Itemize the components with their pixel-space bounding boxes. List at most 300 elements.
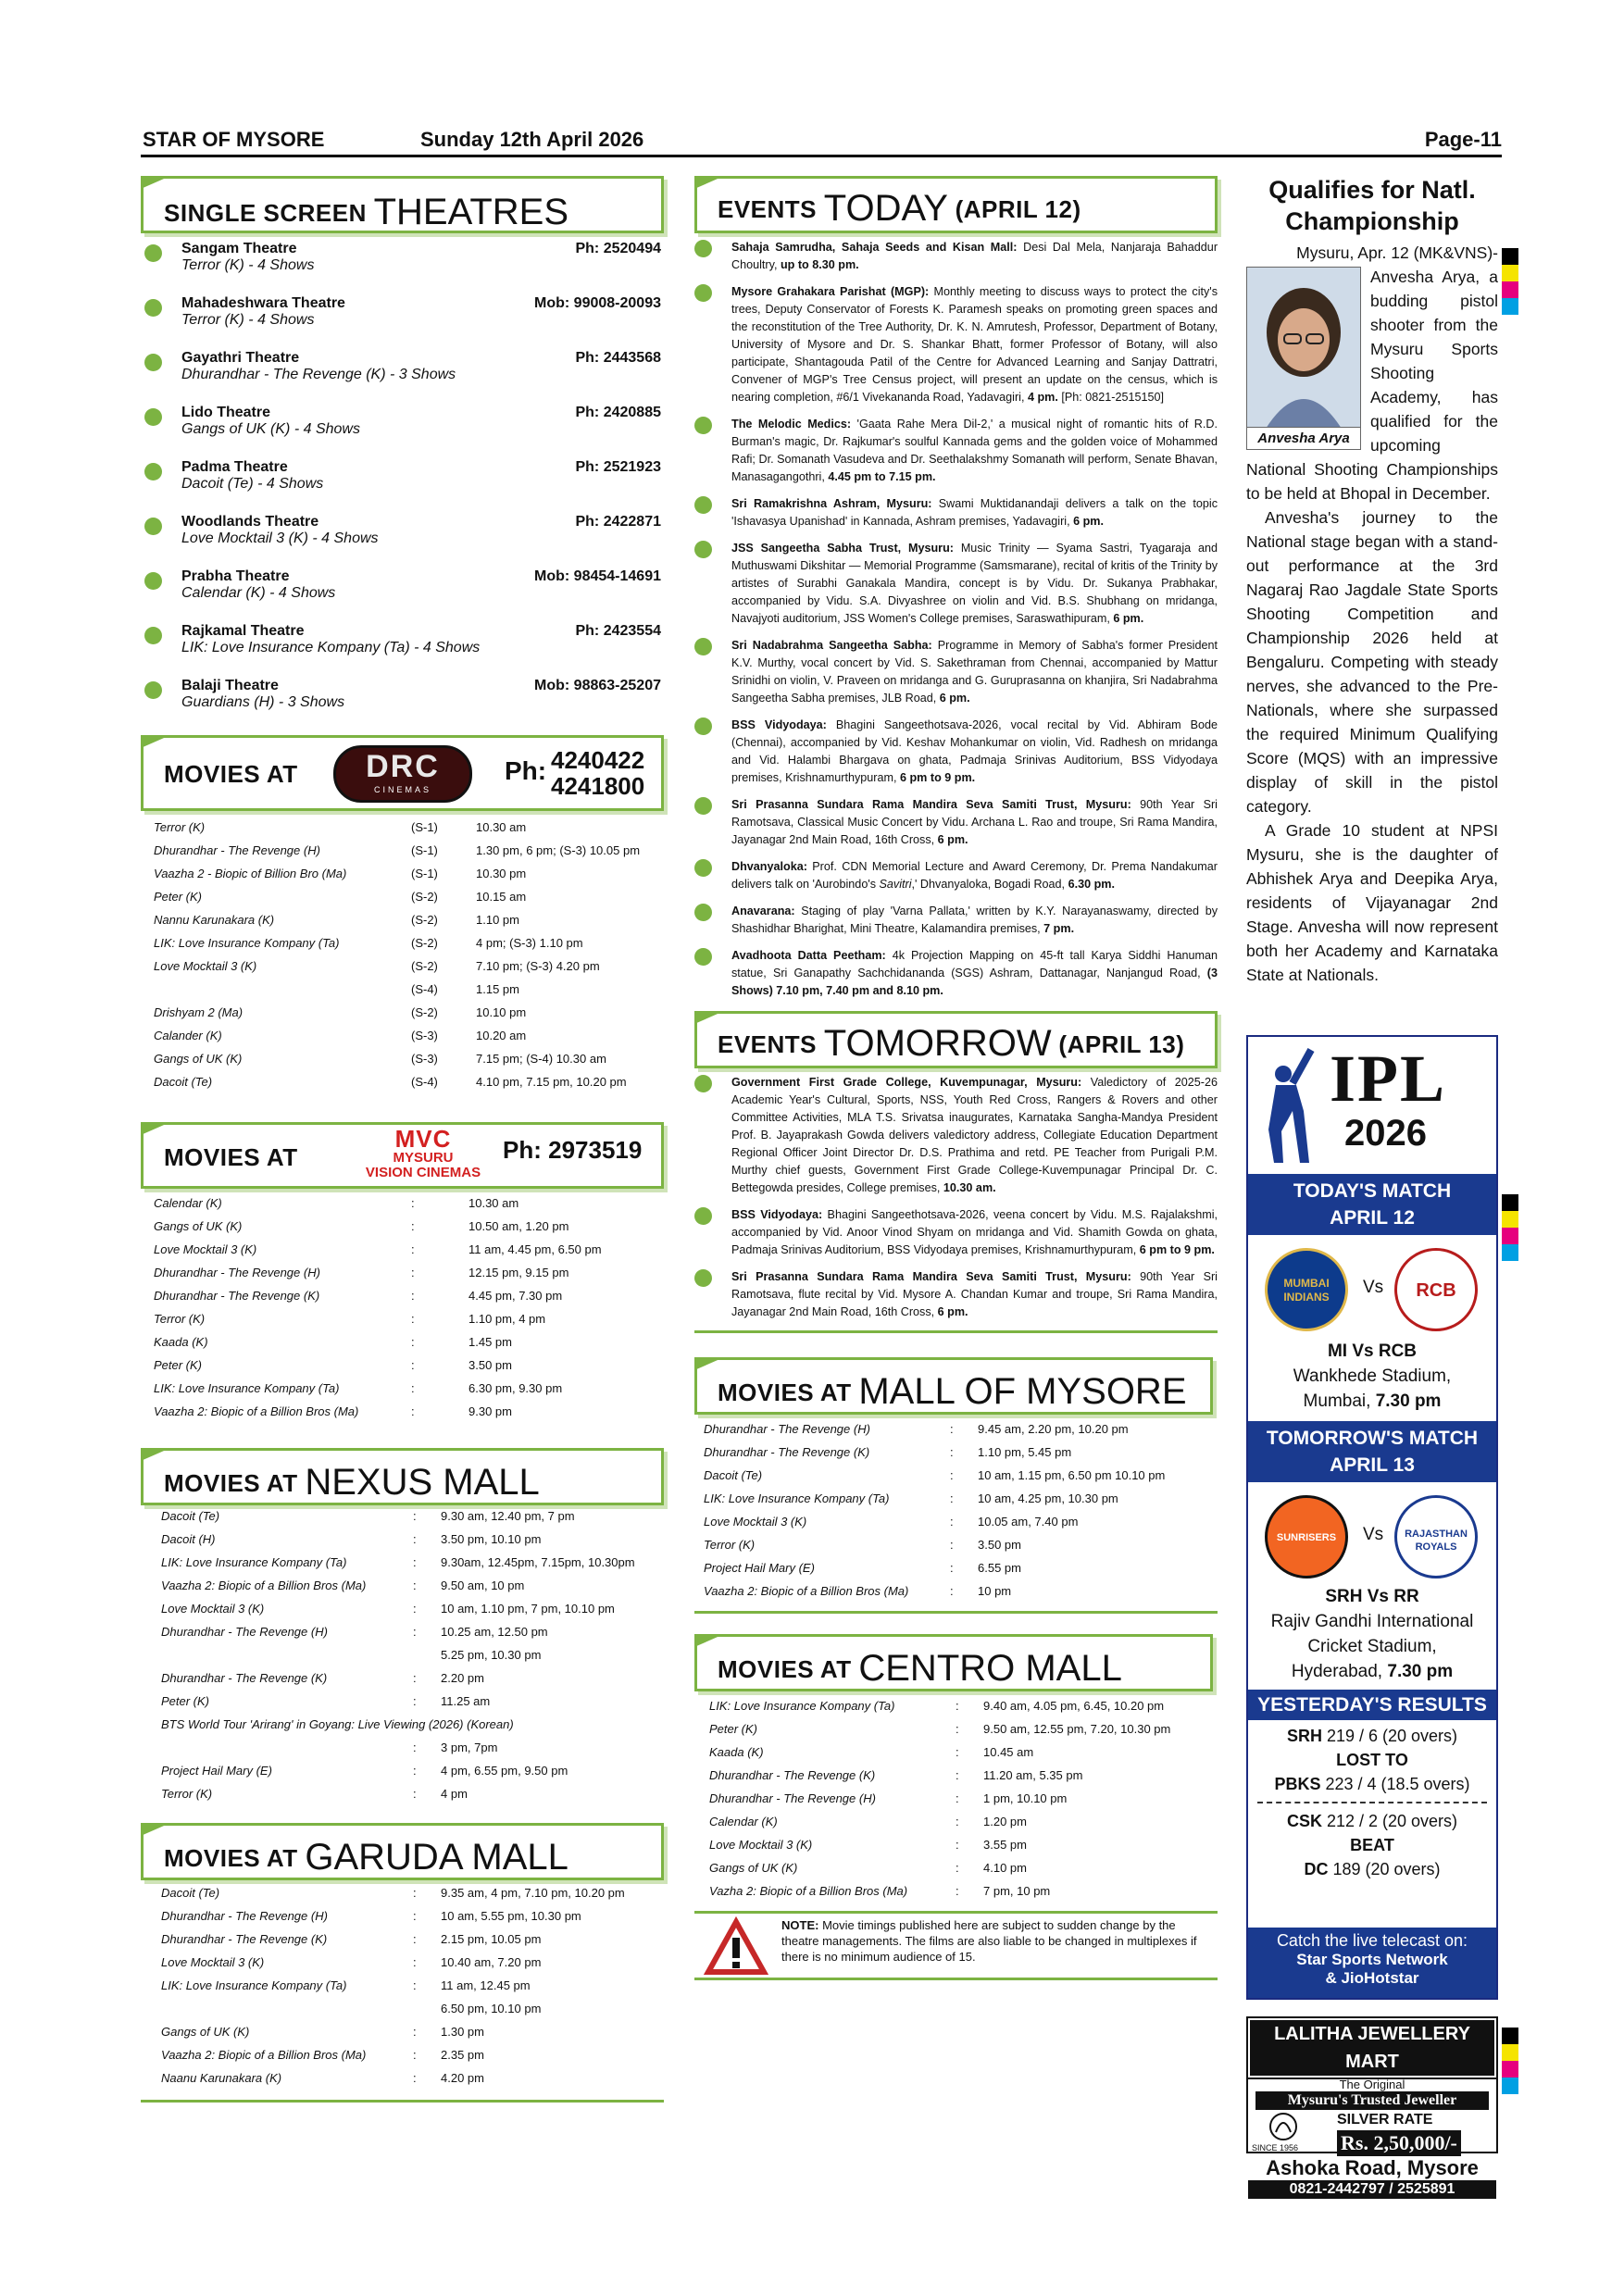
screen: : <box>413 2025 417 2039</box>
table-row <box>704 1561 1209 1584</box>
drc-logo: DRC CINEMAS <box>333 745 472 803</box>
table-row <box>154 867 661 890</box>
show-times: 12.15 pm, 9.15 pm <box>468 1266 569 1279</box>
show-times: 7.10 pm; (S-3) 4.20 pm <box>476 959 600 973</box>
movie-name: BTS World Tour 'Arirang' in Goyang: Live Viewing (2026) (Korean) <box>161 1717 514 1731</box>
movie-name: Calendar (K) <box>154 1196 222 1210</box>
table-row <box>161 1578 663 1602</box>
screen: : <box>413 1741 417 1754</box>
table-row <box>704 1468 1209 1491</box>
screen: : <box>956 1768 959 1782</box>
show-times: 4 pm, 6.55 pm, 9.50 pm <box>441 1764 568 1778</box>
today-match-info: MI Vs RCB Wankhede Stadium, Mumbai, 7.30 pm <box>1293 1341 1452 1411</box>
movie-name: Dacoit (Te) <box>161 1886 220 1900</box>
screen: : <box>413 1625 417 1639</box>
movie-name: Terror (K) <box>154 1312 206 1326</box>
ipl-panel <box>1246 1035 1498 2000</box>
bullet-icon <box>694 797 712 815</box>
movie-name: Dhurandhar - The Revenge (K) <box>704 1445 870 1459</box>
movie-name: Peter (K) <box>154 890 203 904</box>
show-times: 2.20 pm <box>441 1671 484 1685</box>
movie-name: Nannu Karunakara (K) <box>154 913 275 927</box>
bullet-icon <box>144 354 162 371</box>
table-row <box>154 1052 661 1075</box>
movie-name <box>161 1741 413 1764</box>
table-row <box>154 1196 654 1219</box>
table-row <box>154 1029 661 1052</box>
table-row <box>704 1445 1209 1468</box>
show-times: 1.30 pm, 6 pm; (S-3) 10.05 pm <box>476 843 641 857</box>
table-row <box>161 2071 663 2094</box>
tomorrow-teams: SUNRISERS Vs RAJASTHAN ROYALS <box>1248 1482 1496 1584</box>
movie-name: Dacoit (Te) <box>154 1075 213 1089</box>
events-today-heading: EVENTS TODAY (APRIL 12) <box>694 176 1218 233</box>
movie-name: Dhurandhar - The Revenge (H) <box>161 1625 328 1639</box>
table-row <box>161 1741 663 1764</box>
show-times: 4.20 pm <box>441 2071 484 2085</box>
screen: : <box>950 1584 954 1598</box>
table-row <box>704 1515 1209 1538</box>
show-times: 3.55 pm <box>983 1838 1027 1852</box>
movie-name: Project Hail Mary (E) <box>161 1764 272 1778</box>
screen: : <box>413 1671 417 1685</box>
table-row <box>161 1648 663 1671</box>
screen: : <box>411 1219 415 1233</box>
show-times: 6.30 pm, 9.30 pm <box>468 1381 563 1395</box>
show-times: 7.15 pm; (S-4) 10.30 am <box>476 1052 606 1066</box>
movie-name: Kaada (K) <box>709 1745 764 1759</box>
screen: : <box>950 1538 954 1552</box>
show-times: 1.45 pm <box>468 1335 512 1349</box>
show-times: 11.20 am, 5.35 pm <box>983 1768 1083 1782</box>
movie-name: Gangs of UK (K) <box>154 1052 243 1066</box>
movie-name: Calander (K) <box>154 1029 222 1042</box>
drc-heading: MOVIES AT DRC CINEMAS Ph: 4240422 4241800 <box>141 735 664 811</box>
garuda-heading: MOVIES AT GARUDA MALL <box>141 1823 664 1880</box>
show-times: 9.50 am, 12.55 pm, 7.20, 10.30 pm <box>983 1722 1171 1736</box>
show-times: 10.30 am <box>476 820 527 834</box>
table-row <box>154 1266 654 1289</box>
movie-name: Dhurandhar - The Revenge (K) <box>154 1289 320 1303</box>
table-row <box>161 1671 663 1694</box>
yesterday-results: SRH 219 / 6 (20 overs) LOST TO PBKS 223 / 4 (18.5 overs) CSK 212 / 2 (20 overs) BEAT DC 189 (20 overs) <box>1248 1724 1496 1881</box>
screen <box>413 2002 441 2025</box>
table-row <box>709 1745 1215 1768</box>
show-times: 4 pm <box>441 1787 468 1801</box>
show-times: 9.30 pm <box>468 1404 512 1418</box>
show-times: 2.35 pm <box>441 2048 484 2062</box>
show-times: 10.05 am, 7.40 pm <box>978 1515 1079 1529</box>
tomorrow-match-info: SRH Vs RR Rajiv Gandhi International Cricket Stadium, Hyderabad, 7.30 pm <box>1270 1587 1474 1681</box>
issue-date: Sunday 12th April 2026 <box>420 128 644 151</box>
bullet-icon <box>144 572 162 590</box>
show-times: 10.15 am <box>476 890 527 904</box>
note-box <box>694 1911 1218 1976</box>
movie-name: Love Mocktail 3 (K) <box>709 1838 813 1852</box>
divider <box>141 2100 664 2103</box>
movie-name: Drishyam 2 (Ma) <box>154 1005 244 1019</box>
table-row <box>709 1884 1215 1907</box>
table-row <box>161 2048 663 2071</box>
screen: : <box>413 1532 417 1546</box>
bullet-icon <box>694 417 712 434</box>
show-times: 7 pm, 10 pm <box>983 1884 1051 1898</box>
drc-phone-label: Ph: <box>505 756 547 785</box>
bullet-icon <box>144 518 162 535</box>
screen: : <box>956 1745 959 1759</box>
table-row <box>161 1764 663 1787</box>
table-row <box>154 1219 654 1242</box>
portrait-icon <box>1247 268 1360 429</box>
table-row <box>161 1886 663 1909</box>
today-teams: MUMBAI INDIANS Vs RCB <box>1248 1235 1496 1337</box>
table-row <box>154 982 661 1005</box>
table-row <box>154 820 661 843</box>
event-item: JSS Sangeetha Sabha Trust, Mysuru: Music Trinity — Syama Sastri, Tyagaraja and Muthuswami Dikshitar — Memorial Programme (Samsmarane), recital of kritis of the Trinity by artistes of Surabhi Ganakala Mandira, concept is by Vidu. Dr. Sukanya Prabhakar, accompanied by Vidu. S.A. Divyashree on violin and Vid. B.S. Shubhang on mridanga, Navajyoti auditorium, JSS Women's College premises, Saraswathipuram, 6 pm. <box>694 540 1218 628</box>
screen: : <box>413 1932 417 1946</box>
movie-name: Peter (K) <box>161 1694 210 1708</box>
bullet-icon <box>694 541 712 558</box>
event-item: Anavarana: Staging of play 'Varna Pallata,' written by K.Y. Narayanaswamy, directed by Shashidhar Bharighat, Mini Theatre, Kalamandira premises, 7 pm. <box>694 903 1218 938</box>
screen: : <box>411 1266 415 1279</box>
show-times: 1.10 pm, 4 pm <box>468 1312 546 1326</box>
movie-name: Vaazha 2 - Biopic of Billion Bro (Ma) <box>154 867 347 880</box>
garuda-schedule <box>161 1886 663 2094</box>
screen: : <box>411 1404 415 1418</box>
screen <box>413 1648 441 1671</box>
movie-name: LIK: Love Insurance Kompany (Ta) <box>704 1491 890 1505</box>
movie-name: Vaazha 2: Biopic of a Billion Bros (Ma) <box>154 1404 359 1418</box>
table-row <box>161 2002 663 2025</box>
list-item: Balaji Theatre Mob: 98863-25207 Guardians (H) - 3 Shows <box>141 678 668 724</box>
list-item: Gayathri Theatre Ph: 2443568 Dhurandhar - The Revenge (K) - 3 Shows <box>141 350 668 405</box>
ipl-logo: IPL 2026 <box>1248 1037 1496 1174</box>
screen: : <box>411 1312 415 1326</box>
table-row <box>154 913 661 936</box>
show-times: 4.10 pm, 7.15 pm, 10.20 pm <box>476 1075 627 1089</box>
show-times: 10.40 am, 7.20 pm <box>441 1955 542 1969</box>
list-item: Mahadeshwara Theatre Mob: 99008-20093 Terror (K) - 4 Shows <box>141 295 668 350</box>
screen: : <box>411 1242 415 1256</box>
show-times: 3.50 pm <box>468 1358 512 1372</box>
centro-schedule <box>709 1699 1215 1907</box>
movie-name: Love Mocktail 3 (K) <box>704 1515 807 1529</box>
show-times: 10 am, 1.15 pm, 6.50 pm 10.10 pm <box>978 1468 1166 1482</box>
table-row <box>154 1335 654 1358</box>
screen: (S-3) <box>411 1052 438 1066</box>
bullet-icon <box>694 240 712 257</box>
table-row <box>154 843 661 867</box>
rcb-logo: RCB <box>1394 1248 1478 1331</box>
ad-address: Ashoka Road, Mysore <box>1266 2156 1479 2179</box>
movie-name: Naanu Karunakara (K) <box>161 2071 282 2085</box>
table-row <box>161 1978 663 2002</box>
screen: (S-4) <box>411 982 438 996</box>
mall-of-mysore-schedule <box>704 1422 1209 1607</box>
table-row <box>709 1861 1215 1884</box>
table-row <box>161 1625 663 1648</box>
ad-slogan: Mysuru's Trusted Jeweller <box>1255 2091 1489 2110</box>
table-row <box>704 1422 1209 1445</box>
table-row <box>709 1699 1215 1722</box>
event-item: Sri Ramakrishna Ashram, Mysuru: Swami Muktidanandaji delivers a talk on the topic 'Ishavasya Upanishad' in Kannada, Ashram premises, Yadavagiri, 6 pm. <box>694 495 1218 530</box>
screen: : <box>956 1838 959 1852</box>
movie-name: Love Mocktail 3 (K) <box>161 1955 265 1969</box>
table-row <box>709 1838 1215 1861</box>
table-row <box>154 890 661 913</box>
table-row <box>154 1358 654 1381</box>
movie-name: Vaazha 2: Biopic of a Billion Bros (Ma) <box>161 2048 367 2062</box>
show-times: 9.45 am, 2.20 pm, 10.20 pm <box>978 1422 1129 1436</box>
list-item: Woodlands Theatre Ph: 2422871 Love Mocktail 3 (K) - 4 Shows <box>141 514 668 568</box>
drc-phones: 4240422 4241800 <box>551 746 645 800</box>
screen: (S-2) <box>411 936 438 950</box>
screen: : <box>413 2071 417 2085</box>
ad-rate-label: SILVER RATE <box>1337 2112 1433 2128</box>
event-item: Sri Nadabrahma Sangeetha Sabha: Programme in Memory of Sabha's former President K.V. Murthy, vocal concert by Vid. S. Sakethraman from Chennai, accompanied by Mattur Srinidhi on violin, V. Praveen on mridanga and G. Guruprasanna on khanjira, Sri Nadabrahma Sangeetha Sabha premises, JLB Road, 6 pm. <box>694 637 1218 707</box>
screen: : <box>413 1978 417 1992</box>
table-row <box>154 1075 661 1098</box>
show-times: 9.30am, 12.45pm, 7.15pm, 10.30pm <box>441 1555 635 1569</box>
theatre-list <box>141 241 668 724</box>
table-row <box>704 1491 1209 1515</box>
drc-schedule <box>154 820 661 1098</box>
yesterday-results-label: YESTERDAY'S RESULTS <box>1248 1690 1496 1720</box>
show-times: 3.50 pm <box>978 1538 1021 1552</box>
screen: : <box>950 1468 954 1482</box>
show-times: 2.15 pm, 10.05 pm <box>441 1932 542 1946</box>
list-item: Padma Theatre Ph: 2521923 Dacoit (Te) - 4 Shows <box>141 459 668 514</box>
screen: (S-2) <box>411 959 438 973</box>
screen: (S-1) <box>411 820 438 834</box>
show-times: 4 pm; (S-3) 1.10 pm <box>476 936 583 950</box>
list-item: Prabha Theatre Mob: 98454-14691 Calendar (K) - 4 Shows <box>141 568 668 623</box>
screen: : <box>413 1555 417 1569</box>
show-times: 10.30 am <box>468 1196 519 1210</box>
table-row <box>704 1538 1209 1561</box>
ad-since: SINCE 1956 <box>1252 2143 1299 2152</box>
live-telecast: Catch the live telecast on: Star Sports Network & JioHotstar <box>1248 1928 1496 1998</box>
list-item: Lido Theatre Ph: 2420885 Gangs of UK (K) - 4 Shows <box>141 405 668 459</box>
screen: : <box>413 2048 417 2062</box>
show-times: 1.15 pm <box>476 982 519 996</box>
screen: : <box>411 1358 415 1372</box>
bullet-icon <box>694 859 712 877</box>
screen: (S-1) <box>411 867 438 880</box>
show-times: 9.40 am, 4.05 pm, 6.45, 10.20 pm <box>983 1699 1165 1713</box>
movie-name: Project Hail Mary (E) <box>704 1561 815 1575</box>
movie-name: Dhurandhar - The Revenge (H) <box>154 843 320 857</box>
movie-name: Dacoit (H) <box>161 1532 216 1546</box>
show-times: 10.50 am, 1.20 pm <box>468 1219 569 1233</box>
today-match-label: TODAY'S MATCH APRIL 12 <box>1248 1174 1496 1235</box>
event-item: Sri Prasanna Sundara Rama Mandira Seva Samiti Trust, Mysuru: 90th Year Sri Ramotsava, Classical Music Concert by Vidu. Archana L. Rao and troupe, Sri Rama Mandira, Jayanagar 2nd Main Road, 16th Cross, 6 pm. <box>694 796 1218 849</box>
event-item: Sahaja Samrudha, Sahaja Seeds and Kisan Mall: Desi Dal Mela, Nanjaraja Bahaddur Choultry, up to 8.30 pm. <box>694 239 1218 274</box>
screen: : <box>411 1196 415 1210</box>
table-row <box>704 1584 1209 1607</box>
table-row <box>161 1602 663 1625</box>
show-times: 5.25 pm, 10.30 pm <box>441 1648 542 1662</box>
divider <box>694 1330 1218 1333</box>
ad-phones: 0821-2442797 / 2525891 <box>1248 2180 1496 2199</box>
ad-shop-name: LALITHA JEWELLERY MART <box>1248 2018 1496 2078</box>
ad-price: Rs. 2,50,000/- <box>1337 2130 1461 2156</box>
mall-of-mysore-heading: MOVIES AT MALL OF MYSORE <box>694 1357 1213 1415</box>
table-row <box>154 1312 654 1335</box>
bullet-icon <box>694 1075 712 1092</box>
table-row <box>154 1404 654 1428</box>
bullet-icon <box>144 244 162 262</box>
note-text: NOTE: Movie timings published here are subject to sudden change by the theatre managements. The films are also liable to be changed in multiplexes if there is no minimum audience of 15. <box>781 1918 1197 1964</box>
list-item: Rajkamal Theatre Ph: 2423554 LIK: Love Insurance Kompany (Ta) - 4 Shows <box>141 623 668 678</box>
event-item: Government First Grade College, Kuvempunagar, Mysuru: Valedictory of 2025-26 Academic Year's Cultural, Sports, NSS, Youth Red Cross, Rangers & Rovers and other Committee Activities, MLA T.S. Srivatsa inaugurates, Karnataka Sangha-Mandya President Prof. B. Jayaprakash Gowda delivers valedictory address, Collegiate Education Department Regional Officer Joint Director Dr. D.S. Prathima and retd. PE Teacher from Purigali P.M. Murthy chief guests, Government First Grade College-Kuvempunagar Principal Dr. C. Bettegowda presides, College premises, 10.30 am. <box>694 1074 1218 1197</box>
show-times: 10.30 pm <box>476 867 527 880</box>
show-times: 4.10 pm <box>983 1861 1027 1875</box>
bullet-icon <box>694 948 712 966</box>
screen: : <box>413 1955 417 1969</box>
screen: : <box>956 1861 959 1875</box>
bullet-icon <box>694 496 712 514</box>
story-photo <box>1246 267 1361 450</box>
batsman-icon <box>1255 1046 1322 1165</box>
movie-name: Terror (K) <box>161 1787 213 1801</box>
divider <box>694 1611 1218 1614</box>
movie-name: LIK: Love Insurance Kompany (Ta) <box>154 936 340 950</box>
event-item: BSS Vidyodaya: Bhagini Sangeethotsava-2026, veena concert by Vidu. M.S. Rajalakshmi, accompanied by Vid. Anoor Vinod Shyam on mridanga and Vid. Shamith Gowda on ghata, Padmaja Srinivas Auditorium, BSS Vidyodaya premises, Krishnamurthypuram, 6 pm to 9 pm. <box>694 1206 1218 1259</box>
movie-name <box>154 982 411 1005</box>
table-row <box>709 1815 1215 1838</box>
movie-name <box>161 2002 413 2025</box>
events-tomorrow-heading: EVENTS TOMORROW (APRIL 13) <box>694 1011 1218 1068</box>
table-row <box>154 1381 654 1404</box>
movie-name: Vaazha 2: Biopic of a Billion Bros (Ma) <box>161 1578 367 1592</box>
show-times: 1.10 pm, 5.45 pm <box>978 1445 1072 1459</box>
movie-name: LIK: Love Insurance Kompany (Ta) <box>709 1699 895 1713</box>
movie-name: Gangs of UK (K) <box>709 1861 798 1875</box>
movie-name: Vazha 2: Biopic of a Billion Bros (Ma) <box>709 1884 908 1898</box>
movie-name: Peter (K) <box>154 1358 203 1372</box>
table-row <box>154 1242 654 1266</box>
table-row <box>161 1532 663 1555</box>
movie-name: Gangs of UK (K) <box>154 1219 243 1233</box>
show-times: 9.30 am, 12.40 pm, 7 pm <box>441 1509 575 1523</box>
movie-name: Kaada (K) <box>154 1335 208 1349</box>
bullet-icon <box>144 681 162 699</box>
screen: : <box>956 1815 959 1828</box>
movie-name: Dhurandhar - The Revenge (H) <box>161 1909 328 1923</box>
table-row <box>161 1694 663 1717</box>
event-item: Sri Prasanna Sundara Rama Mandira Seva Samiti Trust, Mysuru: 90th Year Sri Ramotsava, flute recital by Vid. Mysore A. Chandan Kumar and troupe, Sri Rama Mandira, Jayanagar 2nd Main Road, 16th Cross, 6 pm. <box>694 1268 1218 1321</box>
movie-name: Dhurandhar - The Revenge (K) <box>161 1671 328 1685</box>
events-today-list <box>694 239 1218 1000</box>
mumbai-indians-logo: MUMBAI INDIANS <box>1265 1248 1348 1331</box>
screen: : <box>413 1886 417 1900</box>
screen: : <box>413 1694 417 1708</box>
show-times: 10 am, 5.55 pm, 10.30 pm <box>441 1909 581 1923</box>
show-times: 1 pm, 10.10 pm <box>983 1791 1068 1805</box>
movie-name: Dhurandhar - The Revenge (H) <box>704 1422 870 1436</box>
bullet-icon <box>144 627 162 644</box>
table-row <box>154 936 661 959</box>
bullet-icon <box>144 463 162 480</box>
show-times: 10 am, 4.25 pm, 10.30 pm <box>978 1491 1118 1505</box>
mvc-schedule <box>154 1196 654 1428</box>
movie-name <box>161 1648 413 1671</box>
mvc-heading: MOVIES AT MVC MYSURU VISION CINEMAS Ph: 2973519 <box>141 1122 664 1189</box>
centro-heading: MOVIES AT CENTRO MALL <box>694 1634 1213 1691</box>
show-times: 10.25 am, 12.50 pm <box>441 1625 548 1639</box>
show-times: 1.30 pm <box>441 2025 484 2039</box>
screen: : <box>950 1422 954 1436</box>
tomorrow-match-label: TOMORROW'S MATCH APRIL 13 <box>1248 1421 1496 1482</box>
screen: (S-4) <box>411 1075 438 1089</box>
bullet-icon <box>144 299 162 317</box>
movie-name: Love Mocktail 3 (K) <box>161 1602 265 1616</box>
show-times: 9.50 am, 10 pm <box>441 1578 525 1592</box>
show-times: 11.25 am <box>441 1694 491 1708</box>
nexus-heading: MOVIES AT NEXUS MALL <box>141 1448 664 1505</box>
jewellery-ad <box>1246 2016 1498 2197</box>
show-times: 6.55 pm <box>978 1561 1021 1575</box>
list-item: Sangam Theatre Ph: 2520494 Terror (K) - 4 Shows <box>141 241 668 295</box>
movie-name: Calendar (K) <box>709 1815 778 1828</box>
show-times: 11 am, 12.45 pm <box>441 1978 531 1992</box>
screen: : <box>956 1791 959 1805</box>
movie-name: Dacoit (Te) <box>161 1509 220 1523</box>
screen: : <box>411 1381 415 1395</box>
story-headline: Qualifies for Natl. Championship <box>1268 176 1476 235</box>
screen: : <box>413 1509 417 1523</box>
movie-name: Gangs of UK (K) <box>161 2025 250 2039</box>
movie-name: Peter (K) <box>709 1722 758 1736</box>
ad-tag: The Original <box>1339 2078 1405 2091</box>
warning-icon <box>706 1919 767 1975</box>
movie-name: Dhurandhar - The Revenge (H) <box>154 1266 320 1279</box>
movie-name: Dhurandhar - The Revenge (K) <box>161 1932 328 1946</box>
screen: : <box>413 1578 417 1592</box>
bullet-icon <box>694 1207 712 1225</box>
show-times: 4.45 pm, 7.30 pm <box>468 1289 563 1303</box>
movie-name: Vaazha 2: Biopic of a Billion Bros (Ma) <box>704 1584 909 1598</box>
show-times: 10 pm <box>978 1584 1012 1598</box>
single-screen-heading: SINGLE SCREEN THEATRES <box>141 176 664 233</box>
mvc-logo: MVC MYSURU VISION CINEMAS <box>365 1125 481 1180</box>
rr-logo: RAJASTHAN ROYALS <box>1394 1495 1478 1578</box>
show-times: 1.20 pm <box>983 1815 1027 1828</box>
table-row <box>161 1955 663 1978</box>
table-row <box>161 1909 663 1932</box>
movie-name: Terror (K) <box>154 820 206 834</box>
bullet-icon <box>694 638 712 655</box>
show-times: 10.45 am <box>983 1745 1034 1759</box>
movie-name: Dhurandhar - The Revenge (K) <box>709 1768 876 1782</box>
events-tomorrow-list <box>694 1074 1218 1321</box>
screen: : <box>950 1491 954 1505</box>
mvc-phone: Ph: 2973519 <box>503 1136 643 1164</box>
bullet-icon <box>144 408 162 426</box>
bullet-icon <box>694 1269 712 1287</box>
event-item: Avadhoota Datta Peetham: 4k Projection Mapping on 45-ft tall Karya Siddhi Hanuman statue, Sri Ganapathy Sachchidananda (SGS) Ashram, Dattanagar, Nanjangud Road, (3 Shows) 7.10 pm, 7.40 pm and 8.10 pm. <box>694 947 1218 1000</box>
screen: : <box>956 1884 959 1898</box>
screen: (S-3) <box>411 1029 438 1042</box>
screen: : <box>413 1764 417 1778</box>
screen: : <box>413 1602 417 1616</box>
event-item: The Melodic Medics: 'Gaata Rahe Mera Dil-2,' a musical night of romantic hits of R.D. Burman's magic, Dr. Rajkumar's soulful Kannada gems and the golden voice of Mohammed Rafi; Dr. Somanath Vasudeva and Dr. Seethalakshmy Somanath will perform, Senate Bhavan, Manasagangothri, 4.45 pm to 7.15 pm. <box>694 416 1218 486</box>
show-times: 1.10 pm <box>476 913 519 927</box>
event-item: Dhvanyaloka: Prof. CDN Memorial Lecture and Award Ceremony, Dr. Prema Nandakumar delivers talk on 'Aurobindo's Savitri,' Dhvanyaloka, Bogadi Road, 6.30 pm. <box>694 858 1218 893</box>
bullet-icon <box>694 284 712 302</box>
show-times: 3.50 pm, 10.10 pm <box>441 1532 542 1546</box>
